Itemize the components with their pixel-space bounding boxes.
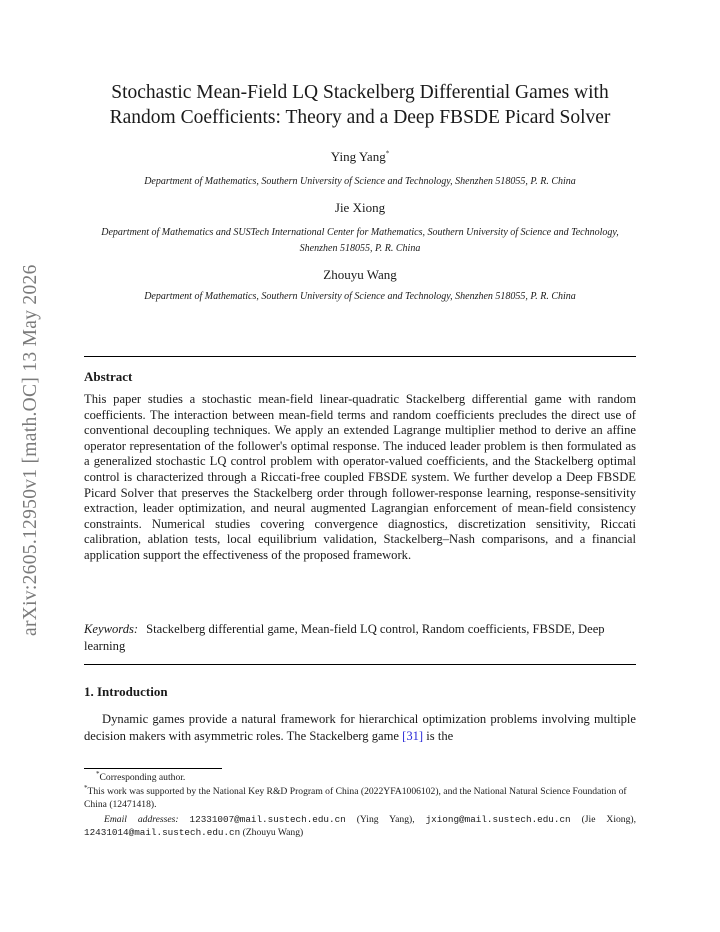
footnote-emails — [84, 813, 636, 839]
affiliation-2: Department of Mathematics and SUSTech International Center for Mathematics, Southern University of Science and Technology, Shenzhen 518055, P. R. China — [101, 227, 619, 254]
footnote-funding — [84, 785, 636, 811]
footnote-corresponding-text: Corresponding author. — [99, 772, 186, 783]
affiliation-1: Department of Mathematics, Southern University of Science and Technology, Shenzhen 518055, P. R. China — [144, 176, 576, 187]
email-link-xiong[interactable]: jxiong@mail.sustech.edu.cn — [425, 814, 571, 825]
paper-title — [84, 80, 636, 130]
author-1-mark: * — [385, 149, 390, 158]
introduction-heading: 1. Introduction — [84, 684, 168, 699]
affiliation-3: Department of Mathematics, Southern University of Science and Technology, Shenzhen 518055, P. R. China — [144, 291, 576, 302]
email-link-wang[interactable]: 12431014@mail.sustech.edu.cn — [84, 827, 241, 838]
author-3-name: Zhouyu Wang — [323, 267, 397, 282]
author-2 — [84, 200, 636, 216]
intro-text-start: Dynamic games provide a natural framework for hierarchical optimization problems involving multiple decision makers with asymmetric roles. The Stackelberg game — [84, 712, 636, 743]
email-owner-yang: (Ying Yang), — [356, 814, 426, 825]
footnote-mark: * — [96, 769, 100, 778]
footnote-corresponding — [84, 771, 636, 784]
introduction-text — [84, 711, 636, 745]
abstract-heading: Abstract — [84, 369, 133, 384]
title-line-2: Random Coefficients: Theory and a Deep FBSDE Picard Solver — [109, 107, 611, 128]
abstract-top-rule — [84, 356, 636, 357]
abstract-text: This paper studies a stochastic mean-field linear-quadratic Stackelberg differential game with random coefficients. The interaction between mean-field terms and random coefficients precludes the direct use of conventional decoupling techniques. We apply an extended Lagrange multiplier method to derive an affine operator representation of the follower's optimal response. The induced leader problem is then formulated as a generalized stochastic LQ control problem with operator-valued coefficients, and the Stackelberg optimal control is characterized through a Riccati-free coupled FBSDE system. We further develop a Deep FBSDE Picard Solver that preserves the Stackelberg order through follower-response learning, response-sensitivity extraction, leader optimization, and neural augmented Lagrangian enforcement of mean-field consistency constraints. Numerical studies covering convergence diagnostics, discretization sensitivity, Riccati calibration, ablation tests, local equilibrium validation, Stackelberg–Nash comparisons, and a financial application support the effectiveness of the proposed framework. — [84, 392, 636, 562]
email-owner-xiong: (Jie Xiong), — [581, 814, 636, 825]
email-link-yang[interactable]: 12331007@mail.sustech.edu.cn — [189, 814, 346, 825]
footnote-rule — [84, 768, 222, 769]
citation-link[interactable]: [31] — [402, 729, 424, 743]
author-1-name: Ying Yang — [330, 149, 386, 164]
title-line-1: Stochastic Mean-Field LQ Stackelberg Differential Games with — [111, 82, 609, 103]
arxiv-stamp: arXiv:2605.12950v1 [math.OC] 13 May 2026 — [20, 264, 41, 636]
author-2-name: Jie Xiong — [334, 200, 386, 215]
footnote-funding-text: This work was supported by the National Key R&D Program of China (2022YFA1006102), and the National Natural Science Foundation of China (12471418). — [84, 786, 627, 810]
intro-text-end: is the — [423, 729, 454, 743]
keywords-text: Stackelberg differential game, Mean-field LQ control, Random coefficients, FBSDE, Deep learning — [84, 622, 605, 653]
abstract-bottom-rule — [84, 664, 636, 665]
keywords-label: Keywords: — [84, 622, 139, 636]
keywords — [84, 621, 636, 655]
footnote-funding-mark: * — [84, 783, 88, 792]
email-owner-wang: (Zhouyu Wang) — [242, 827, 304, 838]
author-1 — [84, 149, 636, 165]
author-3 — [84, 267, 636, 283]
email-label: Email addresses: — [104, 814, 179, 825]
